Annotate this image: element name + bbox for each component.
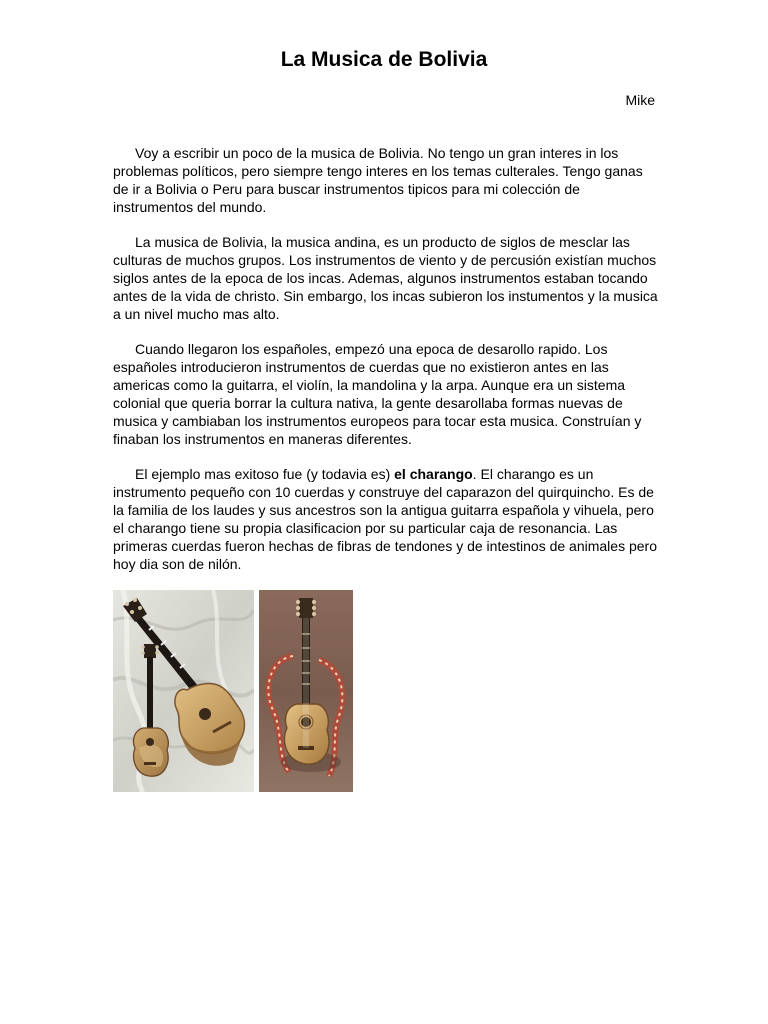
paragraph-intro: Voy a escribir un poco de la musica de Bolivia. No tengo un gran interes in los problemas políticos, pero siempre tengo interes en los temas culterales. Tengo ganas de ir a Bolivia o Peru para buscar instrumentos tipicos para mi colección de instrumentos del mundo.	[113, 145, 643, 215]
charango-pair-photo	[113, 590, 254, 792]
document-body	[113, 145, 658, 591]
charango-with-strap-photo	[259, 590, 353, 792]
author-name: Mike	[625, 92, 655, 108]
charango-emphasis: el charango	[394, 466, 473, 483]
paragraph-charango-before: El ejemplo mas exitoso fue (y todavia es)	[135, 466, 395, 483]
document-title: La Musica de Bolivia	[280, 48, 488, 71]
paragraph-spanish-arrival: Cuando llegaron los españoles, empezó una epoca de desarollo rapido. Los españoles introducieron instrumentos de cuerdas que no existieron antes en las americas como la guitarra, el violín, la mandolina y la arpa. Aunque era un sistema colonial que queria borrar la cultura nativa, la gente desarollaba formas nuevas de musica y cambiaban los instrumentos europeos para tocar esta musica. Construían y finaban los instrumentos en maneras diferentes.	[113, 341, 642, 447]
paragraph-charango-after: . El charango es un instrumento pequeño con 10 cuerdas y construye del caparazon del quirquincho. Es de la familia de los laudes y sus ancestros son la antigua guitarra española y vihuela, pero el charango tiene su propia clasificacion por su particular caja de resonancia. Las primeras cuerdas fueron hechas de fibras de tendones y de intestinos de animales pero hoy dia son de nilón.	[113, 466, 657, 572]
paragraph-charango	[113, 466, 658, 573]
paragraph-andean-music: La musica de Bolivia, la musica andina, es un producto de siglos de mesclar las culturas de muchos grupos. Los instrumentos de viento y de percusión existían muchos siglos antes de la epoca de los incas. Ademas, algunos instrumentos estaban tocando antes de la vida de christo. Sin embargo, los incas subieron los instumentos y la musica a un nivel mucho mas alto.	[113, 234, 658, 322]
